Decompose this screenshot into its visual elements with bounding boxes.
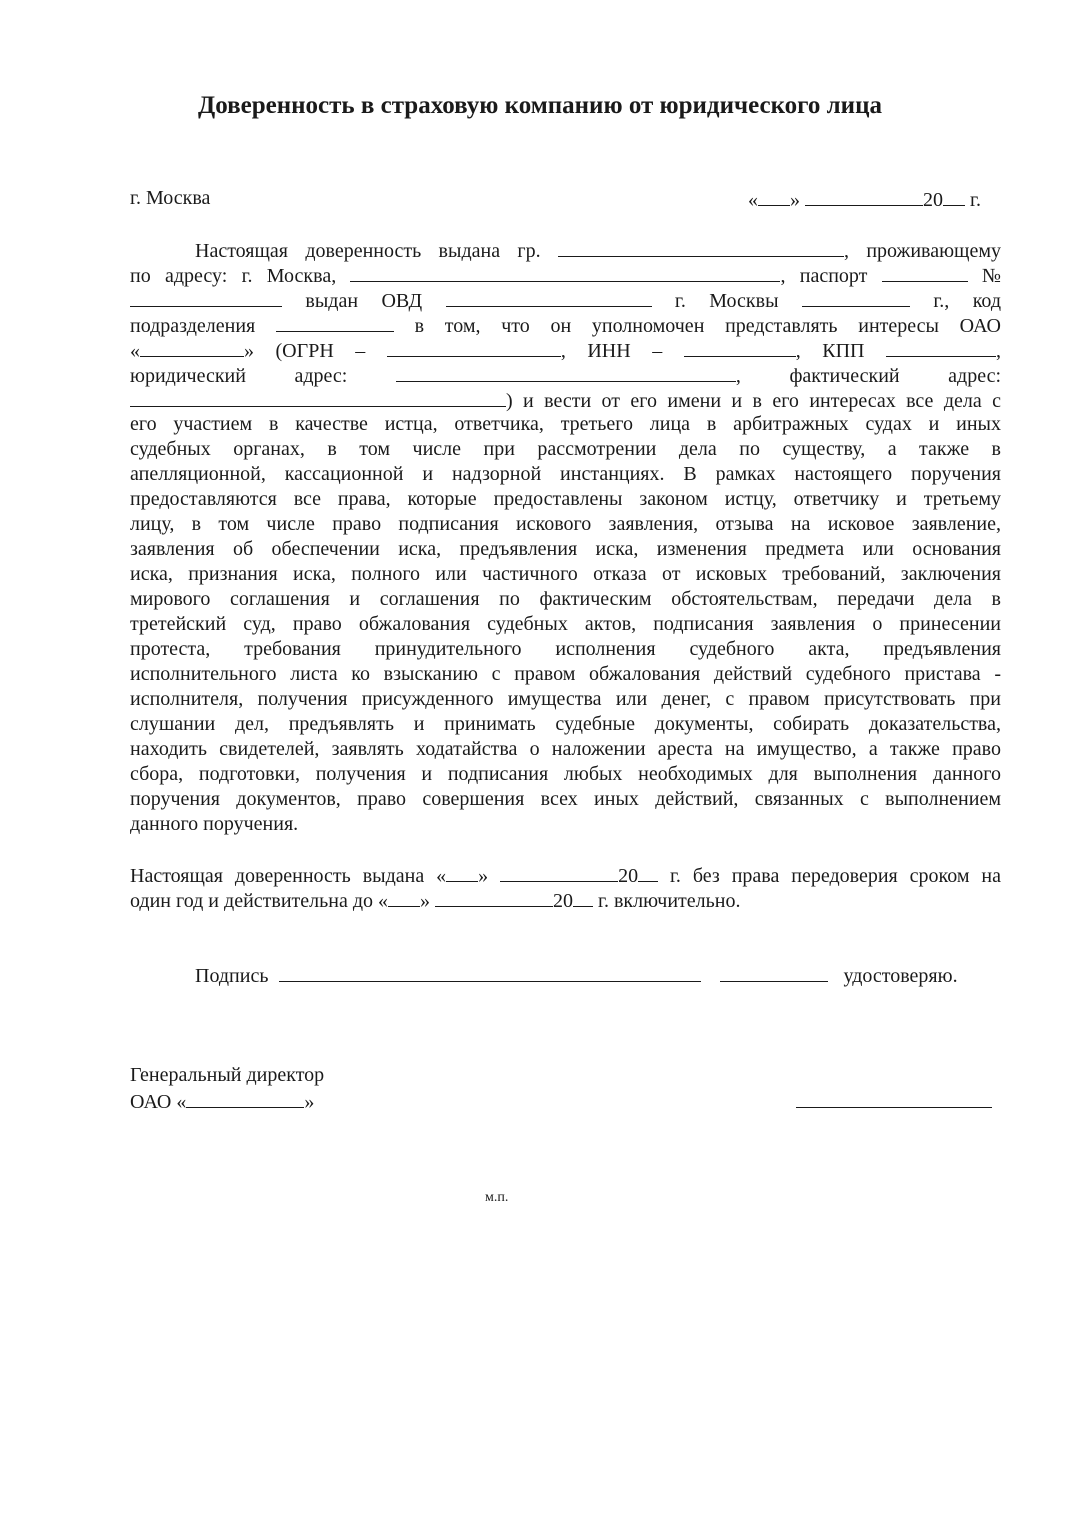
valid-until-year-blank	[573, 887, 593, 907]
body-line: иска, признания иска, полного или частичного отказа от исковых требований, заключения	[130, 563, 1001, 585]
address-label: по адресу: г. Москва,	[130, 265, 337, 287]
kpp-blank	[886, 337, 996, 357]
signature-blank	[279, 962, 701, 982]
authorized-label: в том, что он уполномочен представлять интересы ОАО	[414, 315, 1001, 337]
issued-by-label: выдан ОВД	[305, 290, 423, 312]
actual-address-blank	[130, 387, 506, 407]
address-blank	[350, 262, 780, 282]
validity-line-2: один год и действительна до « » 20 г. включительно.	[130, 887, 1001, 912]
body-line: сбора, подготовки, получения и подписания любых необходимых для выполнения данного	[130, 763, 1001, 785]
stamp-label: м.п.	[485, 1190, 509, 1205]
director-signature	[796, 1088, 992, 1115]
validity-day-blank	[446, 862, 478, 882]
body-line: протеста, требования принудительного исполнения судебного акта, предъявления	[130, 638, 1001, 660]
year-prefix: 20	[923, 189, 943, 211]
city: г. Москва	[130, 187, 211, 209]
passport-number-blank	[130, 287, 282, 307]
document-date	[748, 186, 981, 213]
passport-label: , паспорт	[780, 265, 868, 287]
signature-label: Подпись	[195, 965, 269, 987]
department-blank	[446, 287, 652, 307]
validity-year-blank	[638, 862, 658, 882]
inn-label: , ИНН –	[560, 340, 663, 362]
subdivision-code-blank	[276, 312, 394, 332]
validity-line-1	[130, 862, 1001, 887]
year-blank	[943, 186, 965, 206]
legal-address-blank	[396, 362, 736, 382]
form-line-4	[130, 312, 1001, 337]
actual-address-label: , фактический адрес:	[735, 365, 1002, 387]
director-org: ОАО « »	[130, 1088, 314, 1115]
day-blank	[758, 186, 790, 206]
residing-label: , проживающему	[843, 240, 1001, 262]
body-line: заявления об обеспечении иска, предъявления иска, изменения предмета или основания	[130, 538, 1001, 560]
company-name-blank	[140, 337, 244, 357]
year-suffix: г.	[970, 189, 981, 211]
signature-line	[195, 962, 958, 989]
body-last-line: данного поручения.	[130, 813, 299, 835]
org-name-blank	[186, 1088, 304, 1108]
moscow-label: г. Москвы	[674, 290, 779, 312]
form-line-3	[130, 287, 1001, 312]
validity-issued: Настоящая доверенность выдана « »	[130, 865, 488, 887]
issue-date-blank	[802, 287, 910, 307]
form-line-6	[130, 362, 1001, 387]
signature-name-blank	[720, 962, 828, 982]
document-title: Доверенность в страховую компанию от юридического лица	[198, 92, 882, 119]
body-line: мирового соглашения и соглашения по фактическим обстоятельствам, передачи дела в	[130, 588, 1001, 610]
number-sign: №	[981, 265, 1002, 287]
date-close-quote: »	[790, 189, 800, 211]
validity-month-blank	[500, 862, 618, 882]
body-line: находить свидетелей, заявлять ходатайства о наложении ареста на имущество, а также право	[130, 738, 1001, 760]
valid-until-day-blank	[388, 887, 420, 907]
certify-label: удостоверяю.	[843, 965, 958, 987]
director-title: Генеральный директор	[130, 1064, 325, 1086]
date-open-quote: «	[748, 189, 758, 211]
body-line: третейский суд, право обжалования судебных актов, подписания заявления о принесении	[130, 613, 1001, 635]
director-signature-blank	[796, 1088, 992, 1108]
code-label: г., код	[933, 290, 1001, 312]
body-line: апелляционной, кассационной и надзорной инстанциях. В рамках настоящего поручения	[130, 463, 1001, 485]
body-line: слушании дел, предъявлять и принимать судебные документы, собирать доказательства,	[130, 713, 1001, 735]
body-line: судебных органах, в том числе при рассмотрении дела по существу, а также в	[130, 438, 1001, 460]
form-line-7	[130, 387, 1001, 412]
body-line: предоставляются все права, которые предоставлены законом истцу, ответчику и третьему	[130, 488, 1001, 510]
passport-series-blank	[882, 262, 968, 282]
ogrn-blank	[387, 337, 561, 357]
valid-until-month-blank	[435, 887, 553, 907]
body-line: лицу, в том числе право подписания искового заявления, отзыва на исковое заявление,	[130, 513, 1001, 535]
kpp-label: , КПП	[795, 340, 865, 362]
validity-term-label: г. без права передоверия сроком на	[669, 865, 1001, 887]
conduct-label: ) и вести от его имени и в его интересах все дела с	[506, 390, 1001, 412]
body-line: его участием в качестве истца, ответчика, третьего лица в арбитражных судах и иных	[130, 413, 1001, 435]
issued-to-label: Настоящая доверенность выдана гр.	[195, 240, 541, 262]
body-line: поручения документов, право совершения всех иных действий, связанных с выполнением	[130, 788, 1001, 810]
form-line-2	[130, 262, 1001, 287]
inn-blank	[684, 337, 796, 357]
citizen-name-blank	[558, 237, 844, 257]
ogrn-line: « » (ОГРН –	[130, 340, 365, 362]
subdivision-label: подразделения	[130, 315, 256, 337]
form-line-5: « » (ОГРН – , ИНН – , КПП ,	[130, 337, 1001, 362]
validity-year: 20	[500, 865, 658, 887]
body-line: исполнителя, получения присужденного имущества или денег, с правом присутствовать при	[130, 688, 1001, 710]
legal-address-label: юридический адрес:	[130, 365, 348, 387]
body-line: исполнительного листа ко взысканию с правом обжалования действий судебного пристава -	[130, 663, 1001, 685]
form-line-1	[195, 237, 1001, 262]
month-blank	[805, 186, 923, 206]
